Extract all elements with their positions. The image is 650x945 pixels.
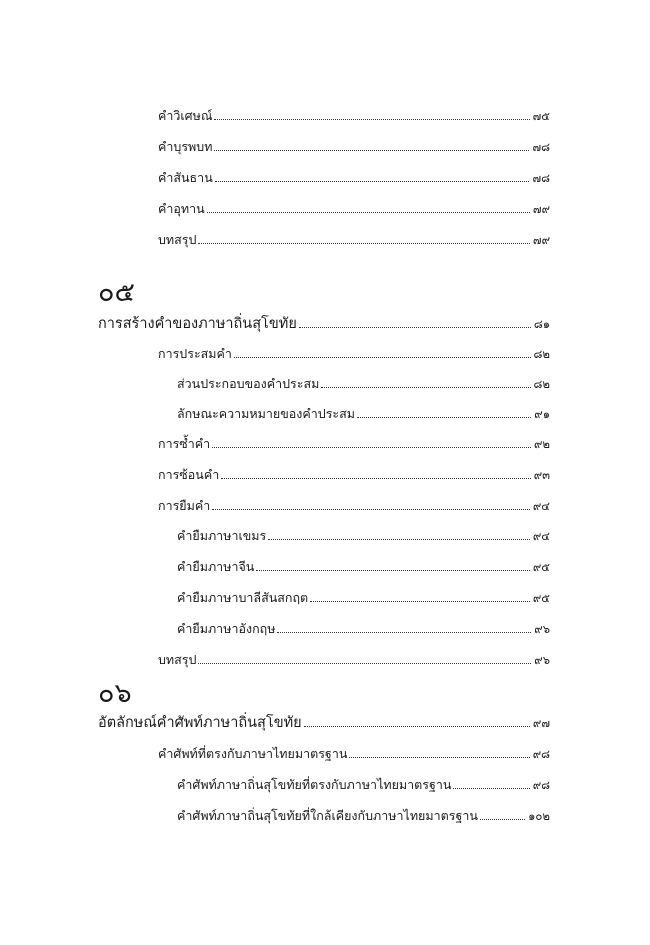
- toc-entry-title: บทสรุป: [158, 232, 197, 247]
- toc-entry-page: ๗๙: [532, 202, 550, 216]
- chapter-page: ๙๗: [532, 716, 550, 730]
- toc-entry-title: บทสรุป: [158, 652, 197, 667]
- toc-entry-page: ๙๖: [534, 622, 550, 636]
- leader-dots: [453, 788, 529, 789]
- toc-entry[interactable]: [158, 490, 550, 514]
- toc-entry-page: ๙๔: [532, 499, 550, 513]
- leader-dots: [304, 726, 530, 727]
- toc-entry-page: ๙๕: [532, 591, 550, 605]
- toc-entry[interactable]: [158, 224, 550, 248]
- toc-subentry[interactable]: [177, 769, 550, 793]
- toc-entry-title: คำวิเศษณ์: [158, 108, 213, 123]
- toc-entry-page: ๗๘: [532, 171, 550, 185]
- toc-entry-title: คำยืมภาษาบาลีสันสกฤต: [177, 590, 309, 605]
- leader-dots: [212, 509, 530, 510]
- toc-entry-title: การซ้ำคำ: [158, 436, 211, 451]
- chapter-title: การสร้างคำของภาษาถิ่นสุโขทัย: [98, 316, 297, 332]
- leader-dots: [221, 478, 530, 479]
- toc-subentry[interactable]: [177, 551, 550, 575]
- toc-entry[interactable]: [158, 428, 550, 452]
- toc-entry-title: คำยืมภาษาอังกฤษ: [177, 621, 276, 636]
- toc-entry-title: คำสันธาน: [158, 170, 213, 185]
- leader-dots: [321, 387, 530, 388]
- toc-entry-page: ๗๕: [532, 109, 550, 123]
- leader-dots: [310, 601, 530, 602]
- leader-dots: [277, 632, 531, 633]
- leader-dots: [198, 243, 529, 244]
- toc-entry-title: คำอุทาน: [158, 201, 205, 216]
- toc-entry[interactable]: [158, 644, 550, 668]
- chapter-number: ๐๖: [98, 678, 132, 709]
- leader-dots: [256, 570, 530, 571]
- toc-entry-title: คำศัพท์ภาษาถิ่นสุโขทัยที่ตรงกับภาษาไทยมาตรฐาน: [177, 777, 452, 792]
- toc-subentry[interactable]: [177, 398, 550, 422]
- leader-dots: [207, 212, 530, 213]
- chapter-heading[interactable]: [98, 707, 550, 731]
- chapter-title: อัตลักษณ์คำศัพท์ภาษาถิ่นสุโขทัย: [98, 715, 302, 731]
- leader-dots: [214, 150, 529, 151]
- leader-dots: [234, 357, 531, 358]
- toc-subentry[interactable]: [177, 368, 550, 392]
- toc-entry-page: ๑๐๒: [528, 809, 550, 823]
- leader-dots: [357, 417, 531, 418]
- toc-subentry[interactable]: [177, 800, 550, 824]
- toc-entry-title: การยืมคำ: [158, 498, 211, 513]
- toc-entry[interactable]: [158, 193, 550, 217]
- toc-entry-page: ๗๘: [532, 140, 550, 154]
- toc-entry-title: การประสมคำ: [158, 346, 232, 361]
- toc-entry-page: ๘๒: [533, 347, 550, 361]
- toc-entry[interactable]: [158, 738, 550, 762]
- toc-entry-title: คำบุรพบท: [158, 139, 213, 154]
- toc-entry[interactable]: [158, 338, 550, 362]
- toc-entry-page: ๙๕: [532, 560, 550, 574]
- toc-entry-page: ๙๘: [532, 747, 550, 761]
- toc-entry-page: ๘๒: [533, 377, 550, 391]
- toc-entry-page: ๙๘: [532, 778, 550, 792]
- leader-dots: [215, 181, 530, 182]
- toc-entry-page: ๗๙: [532, 233, 550, 247]
- toc-subentry[interactable]: [177, 520, 550, 544]
- toc-entry-title: คำยืมภาษาจีน: [177, 559, 255, 574]
- toc-entry[interactable]: [158, 162, 550, 186]
- toc-entry[interactable]: [158, 100, 550, 124]
- toc-entry-page: ๙๓: [533, 468, 550, 482]
- toc-entry-title: การซ้อนคำ: [158, 467, 220, 482]
- leader-dots: [268, 539, 530, 540]
- toc-entry-page: ๙๖: [534, 653, 550, 667]
- toc-entry[interactable]: [158, 459, 550, 483]
- leader-dots: [480, 819, 525, 820]
- chapter-number: ๐๕: [98, 277, 135, 308]
- leader-dots: [299, 327, 531, 328]
- leader-dots: [212, 447, 531, 448]
- toc-entry-title: ส่วนประกอบของคำประสม: [177, 376, 320, 391]
- toc-entry-page: ๙๔: [532, 529, 550, 543]
- leader-dots: [198, 663, 531, 664]
- toc-entry-title: คำยืมภาษาเขมร: [177, 528, 267, 543]
- toc-subentry[interactable]: [177, 613, 550, 637]
- chapter-heading[interactable]: [98, 308, 550, 332]
- toc-subentry[interactable]: [177, 582, 550, 606]
- leader-dots: [214, 119, 529, 120]
- leader-dots: [349, 757, 529, 758]
- toc-entry-page: ๙๒: [533, 437, 550, 451]
- chapter-page: ๘๑: [533, 317, 550, 331]
- toc-entry[interactable]: [158, 131, 550, 155]
- toc-entry-title: คำศัพท์ภาษาถิ่นสุโขทัยที่ใกล้เคียงกับภาษาไทยมาตรฐาน: [177, 808, 478, 823]
- toc-entry-title: คำศัพท์ที่ตรงกับภาษาไทยมาตรฐาน: [158, 746, 348, 761]
- toc-entry-title: ลักษณะความหมายของคำประสม: [177, 406, 356, 421]
- toc-entry-page: ๙๑: [534, 407, 550, 421]
